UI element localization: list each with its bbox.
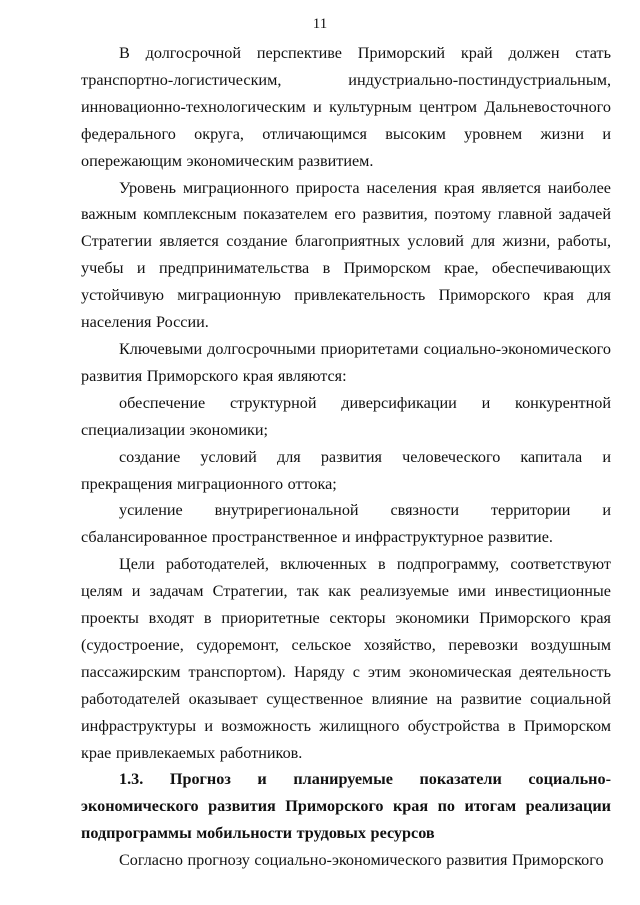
paragraph-priorities-intro: Ключевыми долгосрочными приоритетами социально-экономического развития Приморского края являются:	[81, 339, 611, 385]
section-heading: 1.3. Прогноз и планируемые показатели социально-экономического развития Приморского края по итогам реализации подпрограммы мобильности трудовых ресурсов	[81, 770, 611, 843]
paragraph-long-term-outlook: В долгосрочной перспективе Приморский край должен стать транспортно-логистическим, индустриально-постиндустриальным, инновационно-технологическим и культурным центром Дальневосточного федерального округа, отличающимся высоким уровнем жизни и опережающим экономическим развитием.	[81, 44, 611, 170]
paragraph-migration-growth: Уровень миграционного прироста населения края является наиболее важным комплексным показателем его развития, поэтому главной задачей Стратегии является создание благоприятных условий для жизни, работы, учебы и предпринимательства в Приморском крае, обеспечивающих устойчивую миграционную привлекательность Приморского края для населения России.	[81, 178, 611, 332]
paragraph-employer-goals: Цели работодателей, включенных в подпрограмму, соответствуют целям и задачам Стратегии, так как реализуемые ими инвестиционные проекты входят в приоритетные секторы экономики Приморского края (судостроение, судоремонт, сельское хозяйство, перевозки воздушным пассажирским транспортом). Наряду с этим экономическая деятельность работодателей оказывает существенное влияние на развитие социальной инфраструктуры и возможность жилищного обустройства в Приморском крае привлекаемых работников.	[81, 555, 611, 762]
list-item-human-capital: создание условий для развития человеческого капитала и прекращения миграционного оттока;	[81, 447, 611, 493]
page-number: 11	[312, 16, 328, 32]
list-item-diversification: обеспечение структурной диверсификации и конкурентной специализации экономики;	[81, 393, 611, 439]
list-item-connectivity: усиление внутрирегиональной связности территории и сбалансированное пространственное и инфраструктурное развитие.	[81, 501, 611, 547]
document-body	[81, 40, 611, 874]
paragraph-forecast: Согласно прогнозу социально-экономического развития Приморского	[119, 851, 604, 870]
